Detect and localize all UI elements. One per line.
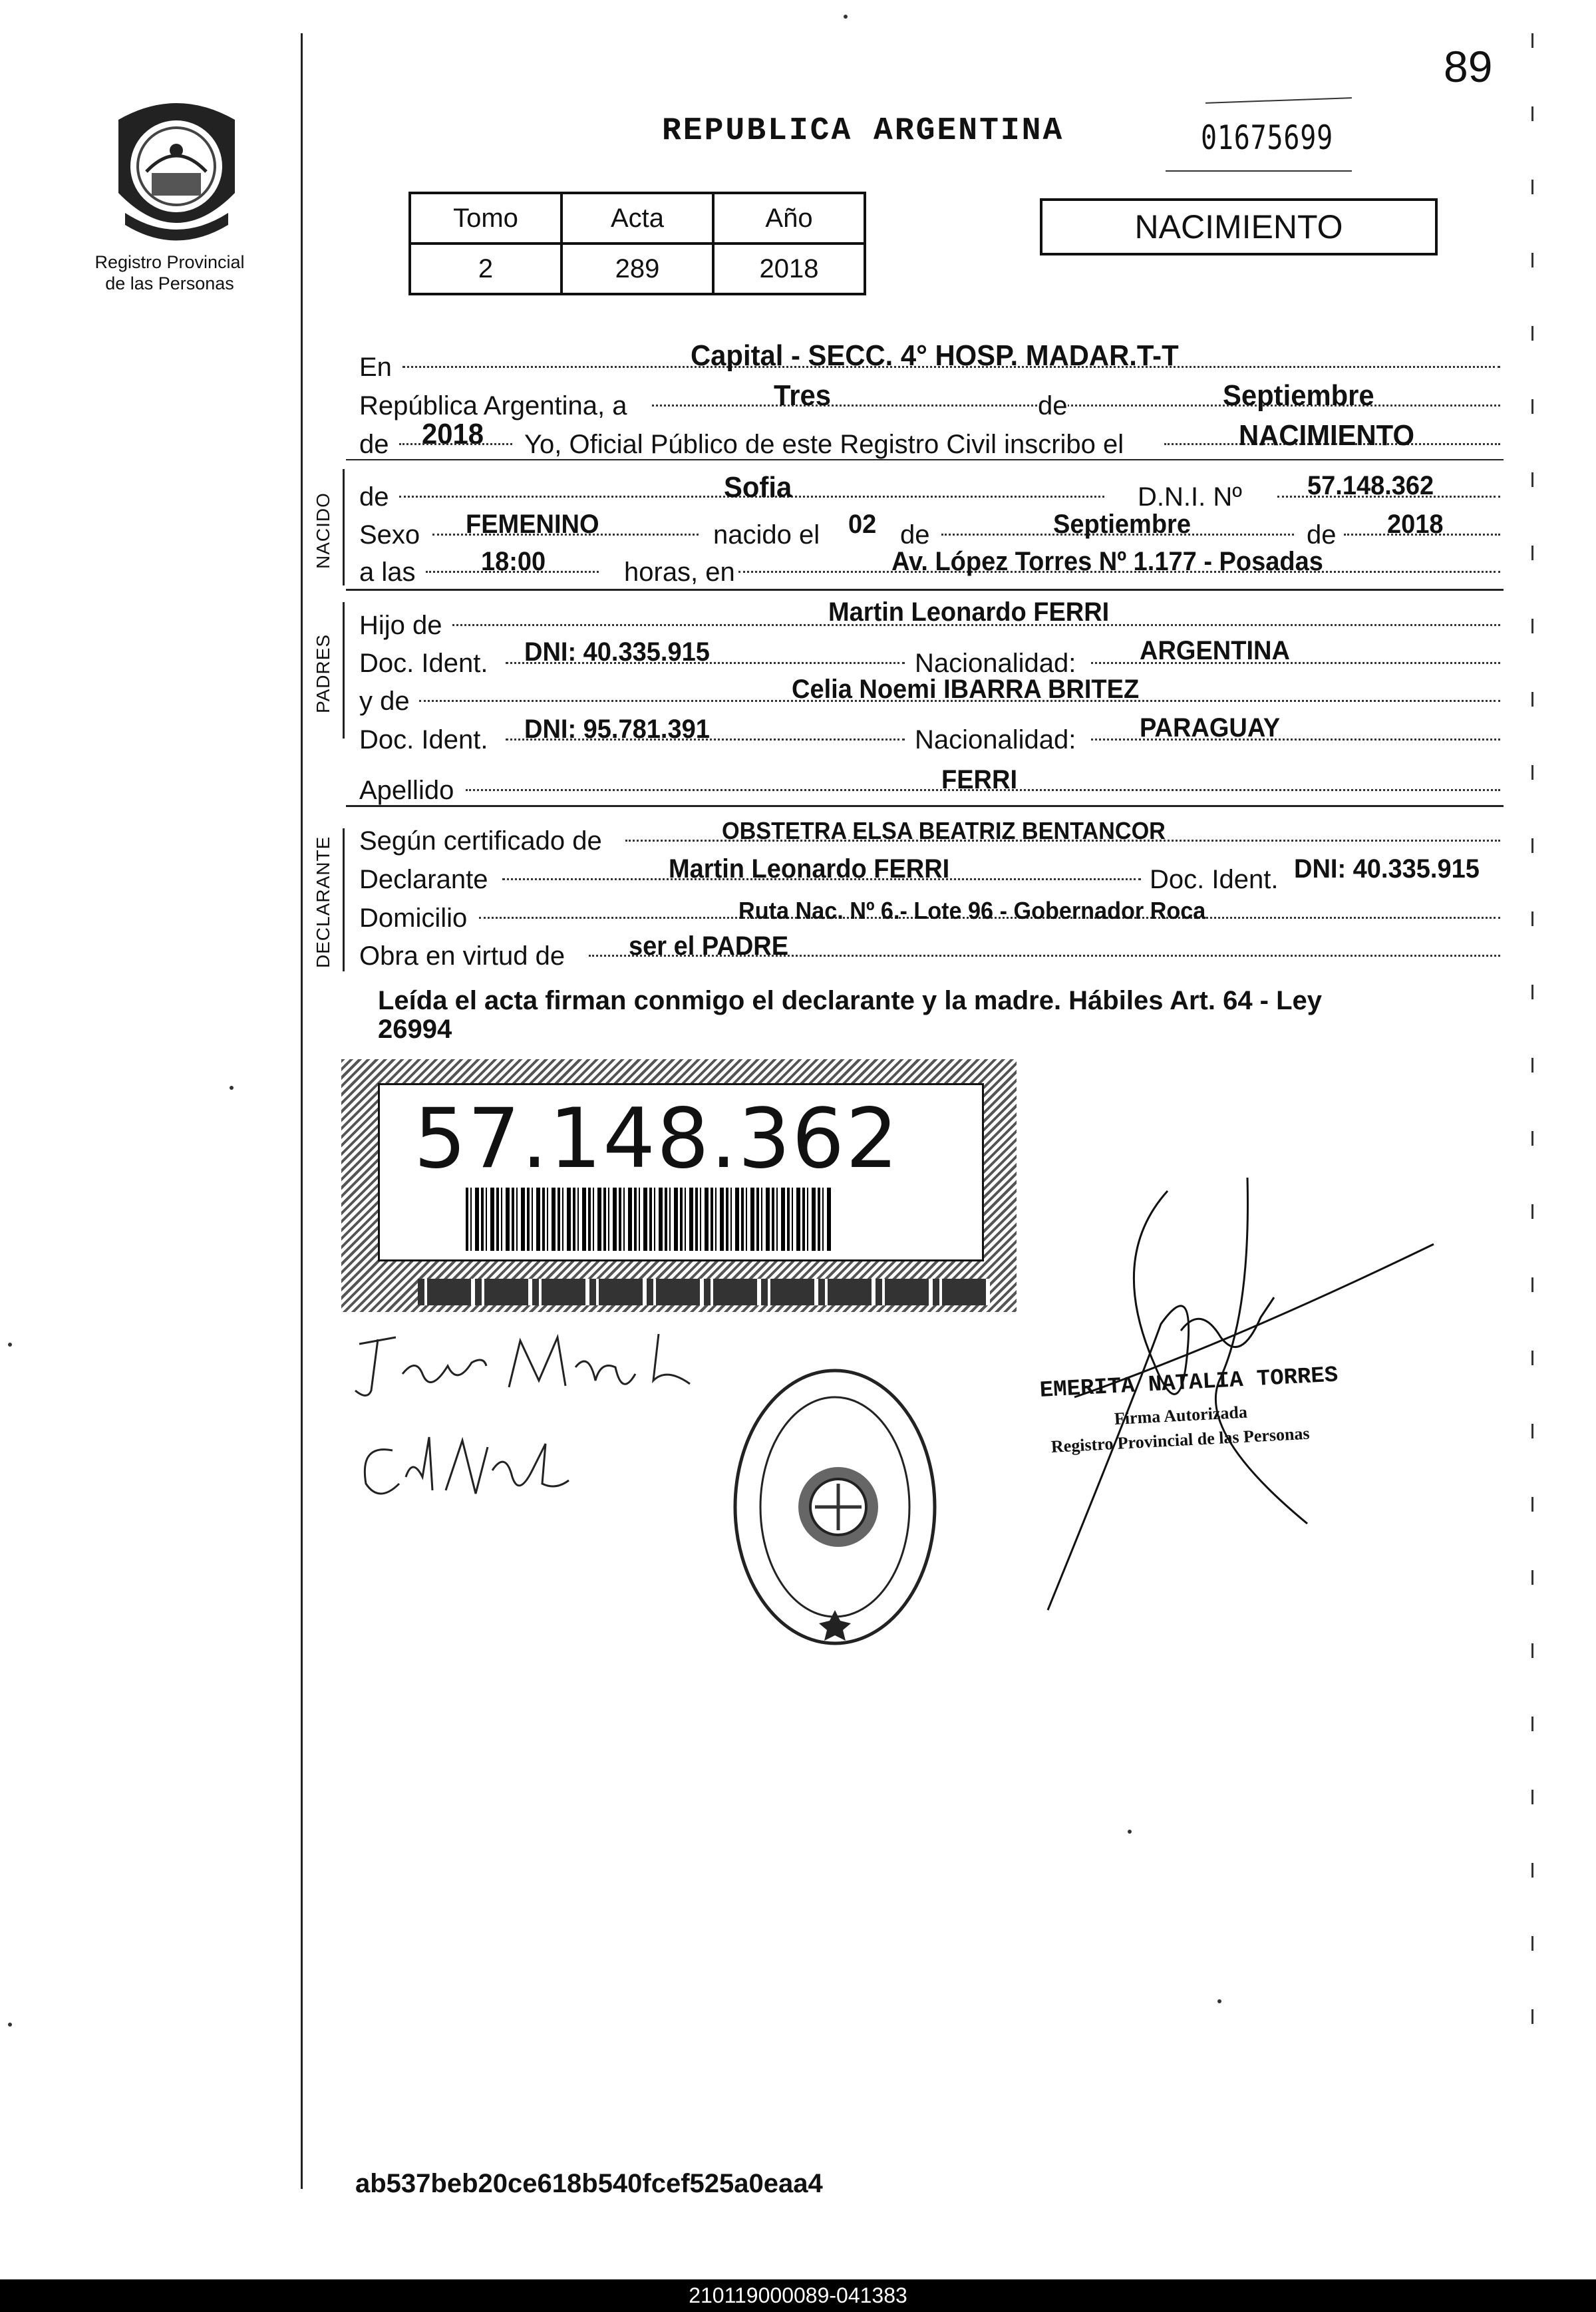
record-table-value-row	[410, 244, 865, 294]
mother-name: Celia Noemi IBARRA BRITEZ	[792, 675, 1140, 704]
scan-speck	[1217, 1999, 1221, 2003]
birth-place: Av. López Torres Nº 1.177 - Posadas	[891, 547, 1323, 576]
registry-caption	[73, 251, 266, 294]
label-de-name: de	[359, 482, 389, 512]
registry-caption-line2: de las Personas	[105, 273, 234, 293]
father-nationality: ARGENTINA	[1140, 636, 1290, 665]
label-obra: Obra en virtud de	[359, 941, 565, 971]
serial-number: 01675699	[1201, 118, 1334, 157]
provincial-seal-logo	[105, 93, 248, 246]
section-label-nacido: NACIDO	[313, 492, 333, 569]
label-certificado: Según certificado de	[359, 826, 602, 856]
day-value: Tres	[774, 379, 831, 412]
record-table-header: Tomo	[410, 193, 561, 244]
record-table	[408, 192, 866, 295]
birth-month: Septiembre	[1053, 510, 1191, 539]
section-label-declarante: DECLARANTE	[313, 836, 333, 968]
official-seal	[728, 1364, 941, 1650]
label-nac-father: Nacionalidad:	[915, 649, 1076, 678]
label-de: de	[1038, 391, 1068, 420]
right-edge-ticks	[1531, 33, 1533, 2029]
document-hash: ab537beb20ce618b540fcef525a0eaa4	[355, 2169, 823, 2198]
label-de-birthyear: de	[1307, 520, 1337, 550]
label-doc-declarant: Doc. Ident.	[1150, 865, 1279, 894]
place-value: Capital - SECC. 4° HOSP. MADAR.T-T	[691, 339, 1179, 372]
mother-doc: DNI: 95.781.391	[524, 715, 710, 744]
label-dni: D.N.I. Nº	[1138, 482, 1242, 512]
birth-day: 02	[848, 510, 877, 539]
birth-time: 18:00	[481, 547, 546, 576]
label-doc-mother: Doc. Ident.	[359, 725, 488, 754]
footer-code: 210119000089-041383	[689, 2283, 907, 2307]
father-doc: DNI: 40.335.915	[524, 637, 710, 667]
label-doc-father: Doc. Ident.	[359, 649, 488, 678]
section-label-padres: PADRES	[313, 633, 333, 713]
section-bracket	[343, 828, 345, 971]
label-a-las: a las	[359, 558, 416, 587]
page-number: 89	[1444, 42, 1493, 91]
left-margin-line	[301, 33, 303, 2189]
label-y-de: y de	[359, 687, 410, 716]
footer-bar	[0, 2279, 1596, 2312]
scan-speck	[8, 2023, 12, 2027]
child-dni: 57.148.362	[1307, 471, 1434, 500]
record-type-box: NACIMIENTO	[1040, 198, 1438, 255]
legal-text	[378, 983, 1476, 1044]
legal-text-line1: Leída el acta firman conmigo el declarante y la madre. Hábiles Art. 64 - Ley	[378, 986, 1323, 1015]
record-table-header: Año	[713, 193, 865, 244]
official-role: Firma Autorizada	[1114, 1402, 1248, 1428]
label-de-month: de	[900, 520, 930, 550]
month-value: Septiembre	[1223, 379, 1374, 412]
official-name: EMERITA NATALIA TORRES	[1039, 1363, 1339, 1404]
separator	[346, 805, 1504, 807]
label-republica: República Argentina, a	[359, 391, 627, 420]
serial-overline	[1205, 97, 1352, 104]
domicile-value: Ruta Nac. Nº 6.- Lote 96 - Gobernador Roca	[738, 897, 1206, 924]
scan-speck	[230, 1086, 234, 1090]
dotted-line	[426, 571, 599, 573]
page-title: REPUBLICA ARGENTINA	[662, 113, 1064, 149]
serial-underline	[1166, 170, 1352, 172]
section-bracket	[343, 469, 345, 585]
mother-signature	[353, 1430, 585, 1510]
label-nacido-el: nacido el	[713, 520, 820, 550]
registry-caption-line1: Registro Provincial	[94, 252, 245, 272]
capacity-value: ser el PADRE	[629, 931, 789, 961]
record-table-cell: 2018	[713, 244, 865, 294]
legal-text-line2: 26994	[378, 1015, 452, 1044]
label-declarante: Declarante	[359, 865, 488, 894]
sexo-value: FEMENINO	[466, 510, 599, 539]
dotted-line	[399, 443, 512, 445]
label-nac-mother: Nacionalidad:	[915, 725, 1076, 754]
record-table-header-row	[410, 193, 865, 244]
record-table-header: Acta	[561, 193, 713, 244]
apellido-value: FERRI	[941, 765, 1017, 794]
label-apellido: Apellido	[359, 776, 454, 805]
label-domicilio: Domicilio	[359, 904, 468, 933]
year-value: 2018	[422, 418, 484, 450]
id-stamp-pattern	[418, 1279, 990, 1305]
label-hijo-de: Hijo de	[359, 611, 442, 640]
father-name: Martin Leonardo FERRI	[828, 597, 1110, 627]
id-stamp-number: 57.148.362	[414, 1091, 899, 1187]
scan-speck	[8, 1343, 12, 1347]
dotted-line	[432, 534, 699, 536]
label-en: En	[359, 353, 392, 382]
record-table-cell: 289	[561, 244, 713, 294]
act-value: NACIMIENTO	[1239, 419, 1414, 452]
separator	[346, 589, 1504, 591]
section-bracket	[343, 602, 345, 739]
father-signature	[346, 1327, 705, 1407]
scan-speck	[844, 15, 848, 19]
separator	[346, 459, 1504, 460]
record-table-cell: 2	[410, 244, 561, 294]
id-barcode	[466, 1188, 832, 1251]
label-sexo: Sexo	[359, 520, 420, 550]
label-horas-en: horas, en	[624, 558, 735, 587]
official-org: Registro Provincial de las Personas	[1050, 1423, 1311, 1456]
child-name: Sofia	[724, 471, 792, 504]
scan-speck	[1128, 1830, 1132, 1834]
certificate-value: OBSTETRA ELSA BEATRIZ BENTANCOR	[722, 817, 1166, 844]
label-inscribo: Yo, Oficial Público de este Registro Civil inscribo el	[524, 430, 1124, 459]
label-de-year: de	[359, 430, 389, 459]
declarant-doc: DNI: 40.335.915	[1294, 854, 1480, 884]
birth-year: 2018	[1387, 510, 1444, 539]
mother-nationality: PARAGUAY	[1140, 713, 1281, 743]
declarant-name: Martin Leonardo FERRI	[669, 854, 950, 884]
